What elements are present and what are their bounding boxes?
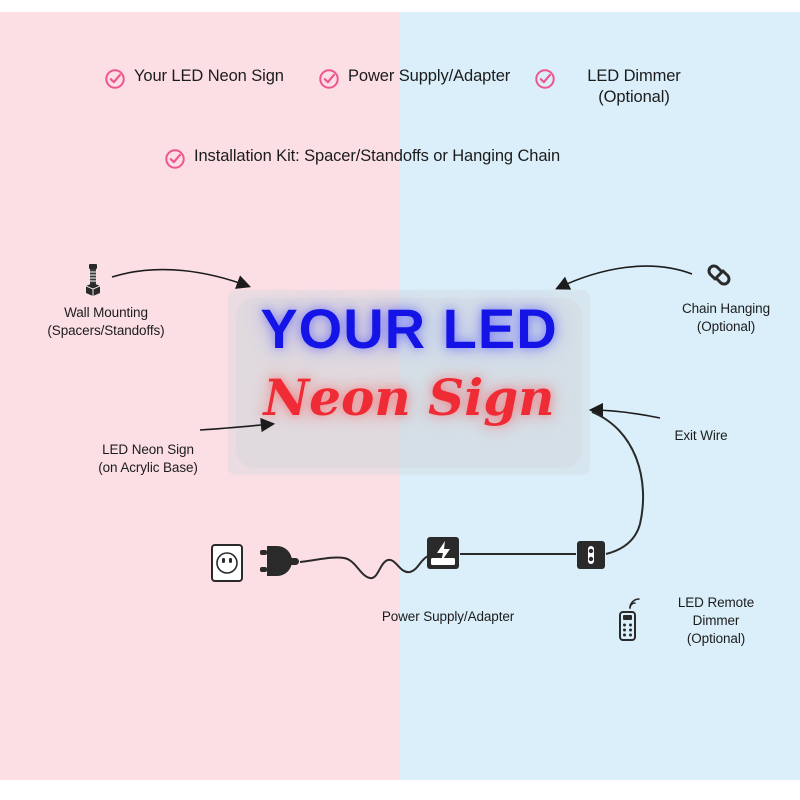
screw-bolt-icon — [78, 262, 108, 305]
checklist-label-4: Installation Kit: Spacer/Standoffs or Hanging Chain — [194, 147, 561, 165]
annotation-chain-hanging — [646, 300, 800, 336]
led-remote-dimmer-line-1: LED Remote — [677, 595, 755, 610]
chain-hanging-line-1: Chain Hanging — [681, 301, 770, 316]
neon-text-line-1: YOUR LED — [260, 297, 558, 360]
led-remote-dimmer-line-2: Dimmer — [692, 613, 740, 629]
annotation-led-remote-dimmer — [636, 594, 796, 649]
annotation-wall-mounting — [18, 304, 194, 340]
neon-sign-graphic — [228, 290, 590, 480]
check-circle-icon — [104, 68, 126, 90]
led-neon-sign-line-2: (on Acrylic Base) — [98, 460, 198, 476]
led-neon-sign-line-1: LED Neon Sign — [102, 442, 194, 457]
power-plug-icon — [255, 540, 303, 589]
power-supply-line-1: Power Supply/Adapter — [381, 609, 515, 624]
checklist-label-2: Power Supply/Adapter — [348, 67, 511, 85]
led-remote-dimmer-line-3: (Optional) — [686, 631, 746, 647]
checklist-item-2 — [318, 66, 518, 90]
annotation-exit-wire — [646, 427, 756, 445]
annotation-power-supply — [348, 608, 548, 626]
wall-mounting-line-2: (Spacers/Standoffs) — [47, 323, 165, 339]
chain-hanging-line-2: (Optional) — [696, 319, 756, 335]
annotation-led-neon-sign — [58, 441, 238, 477]
checklist-label-1: Your LED Neon Sign — [134, 67, 284, 85]
exit-wire-line-1: Exit Wire — [674, 428, 728, 443]
chain-link-icon — [702, 258, 736, 297]
check-circle-icon — [164, 148, 186, 170]
wall-mounting-line-1: Wall Mounting — [64, 305, 148, 320]
checklist-item-1 — [104, 66, 296, 90]
checklist-label-3: LED Dimmer (Optional) — [587, 67, 681, 107]
wall-socket-icon — [210, 543, 244, 588]
check-circle-icon — [534, 68, 556, 90]
dimmer-module-icon — [576, 540, 606, 575]
checklist-item-4 — [164, 146, 654, 170]
check-circle-icon — [318, 68, 340, 90]
power-adapter-icon — [426, 536, 460, 575]
neon-text-line-2: Neon Sign — [263, 368, 555, 427]
checklist-item-3 — [534, 66, 704, 108]
